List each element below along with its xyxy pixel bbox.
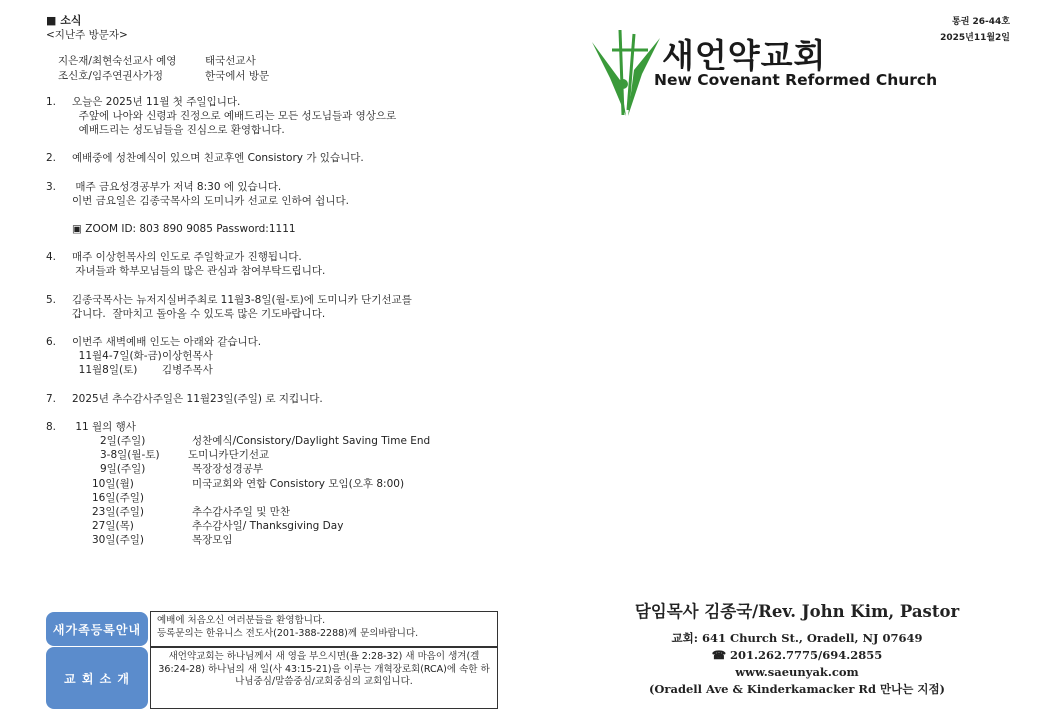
visitors-heading: <지난주 방문자> [46, 29, 128, 42]
news-item-line: 이번주 새벽예배 인도는 아래와 같습니다. [72, 336, 262, 349]
news-item-body [72, 392, 566, 406]
event-name: 추수감사주일 및 만찬 [192, 506, 290, 519]
event-date: 2일(주일) [100, 435, 146, 448]
news-item-line: 주앞에 나아와 신령과 진정으로 예배드리는 모든 성도님들과 영상으로 [72, 110, 397, 123]
pastor-name: 담임목사 김종국/Rev. John Kim, Pastor [634, 602, 960, 621]
news-item [46, 420, 566, 548]
event-date: 23일(주일) [92, 506, 144, 519]
event-name: 미국교회와 연합 Consistory 모임(오후 8:00) [192, 477, 405, 490]
dawn-service-row [72, 349, 566, 363]
bulletin-date: 2025년11월2일 [940, 33, 1010, 43]
news-item-body [72, 293, 566, 321]
church-directions: (Oradell Ave & Kinderkamacker Rd 만나는 지점) [648, 682, 946, 696]
event-row [72, 477, 566, 491]
church-website[interactable]: www.saeunyak.com [735, 665, 859, 679]
news-item [46, 335, 566, 378]
news-section [46, 14, 566, 562]
news-item-line: 갑니다. 잘마치고 돌아올 수 있도록 많은 기도바랍니다. [72, 307, 326, 320]
event-name: 추수감사일/ Thanksgiving Day [192, 520, 344, 533]
news-item-number: 1. [46, 95, 57, 108]
square-bullet-icon: ■ [46, 14, 57, 27]
news-item-number: 7. [46, 392, 57, 405]
news-item [46, 151, 566, 165]
news-item-body [72, 250, 566, 278]
dawn-service-date: 11월4-7일(화-금) [72, 350, 162, 363]
registration-line2: 등록문의는 한유니스 전도사(201-388-2288)께 문의바랍니다. [157, 627, 419, 639]
news-item-line: 11 월의 행사 [72, 420, 136, 433]
news-item [46, 95, 566, 138]
news-item [46, 250, 566, 278]
dawn-service-leader: 김병주목사 [162, 364, 213, 377]
event-name: 목장모임 [192, 534, 233, 547]
news-item-number: 3. [46, 180, 57, 193]
news-item-number: 2. [46, 152, 57, 165]
church-intro-box: 새언약교회는 하나님께서 새 영을 부으시면(욜 2:28-32) 새 마음이 생겨(겔 36:24-28) 하나님의 새 일(사 43:15-21)을 이루는 개혁장로회(RCA)에 속한 하나님중심/말씀중심/교회중심의 교회입니다. [150, 647, 498, 709]
visitors-list [46, 54, 566, 82]
news-item-line: 매주 이상헌목사의 인도로 주일학교가 진행됩니다. [72, 251, 302, 264]
church-address: 교회: 641 Church St., Oradell, NJ 07649 [671, 631, 923, 645]
issue-number: 통권 26-44호 [952, 17, 1010, 27]
event-date: 3-8일(월-토) [100, 449, 160, 462]
news-item-number: 5. [46, 293, 57, 306]
dawn-service-row [72, 363, 566, 377]
news-items [46, 95, 566, 548]
church-contact [582, 630, 1012, 698]
event-name: 도미니카단기선교 [188, 449, 270, 462]
logo-english-name: New Covenant Reformed Church [654, 71, 938, 89]
new-family-registration-button[interactable]: 새가족등록안내 [46, 612, 148, 646]
news-title: ■ 소식 [46, 14, 82, 27]
news-item [46, 180, 566, 237]
event-row [72, 505, 566, 519]
news-item-line: 김종국목사는 뉴저지실버주최로 11월3-8일(월-토)에 도미니카 단기선교를 [72, 293, 412, 306]
news-item-line: 매주 금요성경공부가 저녁 8:30 에 있습니다. [72, 180, 282, 193]
event-date: 10일(월) [92, 477, 134, 490]
news-item-body [72, 420, 566, 548]
event-date: 16일(주일) [92, 491, 144, 504]
event-row [72, 448, 566, 462]
news-item-line: 예배드리는 성도님들을 진심으로 환영합니다. [72, 124, 285, 137]
news-item-body [72, 151, 566, 165]
news-item-line: 이번 금요일은 김종국목사의 도미니카 선교로 인하여 쉽니다. [72, 194, 349, 207]
dawn-service-leader: 이상헌목사 [162, 350, 213, 363]
event-date: 30일(주일) [92, 534, 144, 547]
zoom-info: ▣ ZOOM ID: 803 890 9085 Password:1111 [72, 223, 296, 236]
logo-korean-name: 새언약교회 [662, 36, 827, 75]
news-item-body [72, 95, 566, 138]
event-row [72, 434, 566, 448]
news-item [46, 293, 566, 321]
church-phone: ☎ 201.262.7775/694.2855 [711, 648, 883, 662]
church-intro-button[interactable]: 교 회 소 개 [46, 647, 148, 709]
church-logo [590, 30, 990, 120]
news-item-number: 6. [46, 336, 57, 349]
registration-line1: 예배에 처음오신 여러분들을 환영합니다. [157, 615, 326, 626]
event-date: 27일(목) [92, 520, 134, 533]
event-row [72, 533, 566, 547]
news-item-line: 예배중에 성찬예식이 있으며 친교후엔 Consistory 가 있습니다. [72, 152, 364, 165]
news-item-body [72, 180, 566, 237]
event-name: 목장장성경공부 [192, 463, 264, 476]
event-row [72, 462, 566, 476]
event-name: 성찬예식/Consistory/Daylight Saving Time End [192, 435, 431, 448]
news-item-number: 8. [46, 420, 57, 433]
registration-info-box [150, 611, 498, 647]
news-item-number: 4. [46, 251, 57, 264]
event-row [72, 491, 566, 505]
news-item-line: 자녀들과 학부모님들의 많은 관심과 참여부탁드립니다. [72, 265, 326, 278]
dawn-service-date: 11월8일(토) [72, 364, 138, 377]
event-date: 9일(주일) [100, 463, 146, 476]
visitor-row: 조신호/임주연권사가정 한국에서 방문 [58, 69, 270, 82]
news-item [46, 392, 566, 406]
news-item-line: 오늘은 2025년 11월 첫 주일입니다. [72, 95, 241, 108]
news-item-body [72, 335, 566, 378]
event-row [72, 519, 566, 533]
visitor-row: 지은재/최현숙선교사 예영 태국선교사 [58, 55, 256, 68]
news-item-line: 2025년 추수감사주일은 11월23일(주일) 로 지킵니다. [72, 392, 323, 405]
cross-logo-icon [590, 30, 662, 122]
